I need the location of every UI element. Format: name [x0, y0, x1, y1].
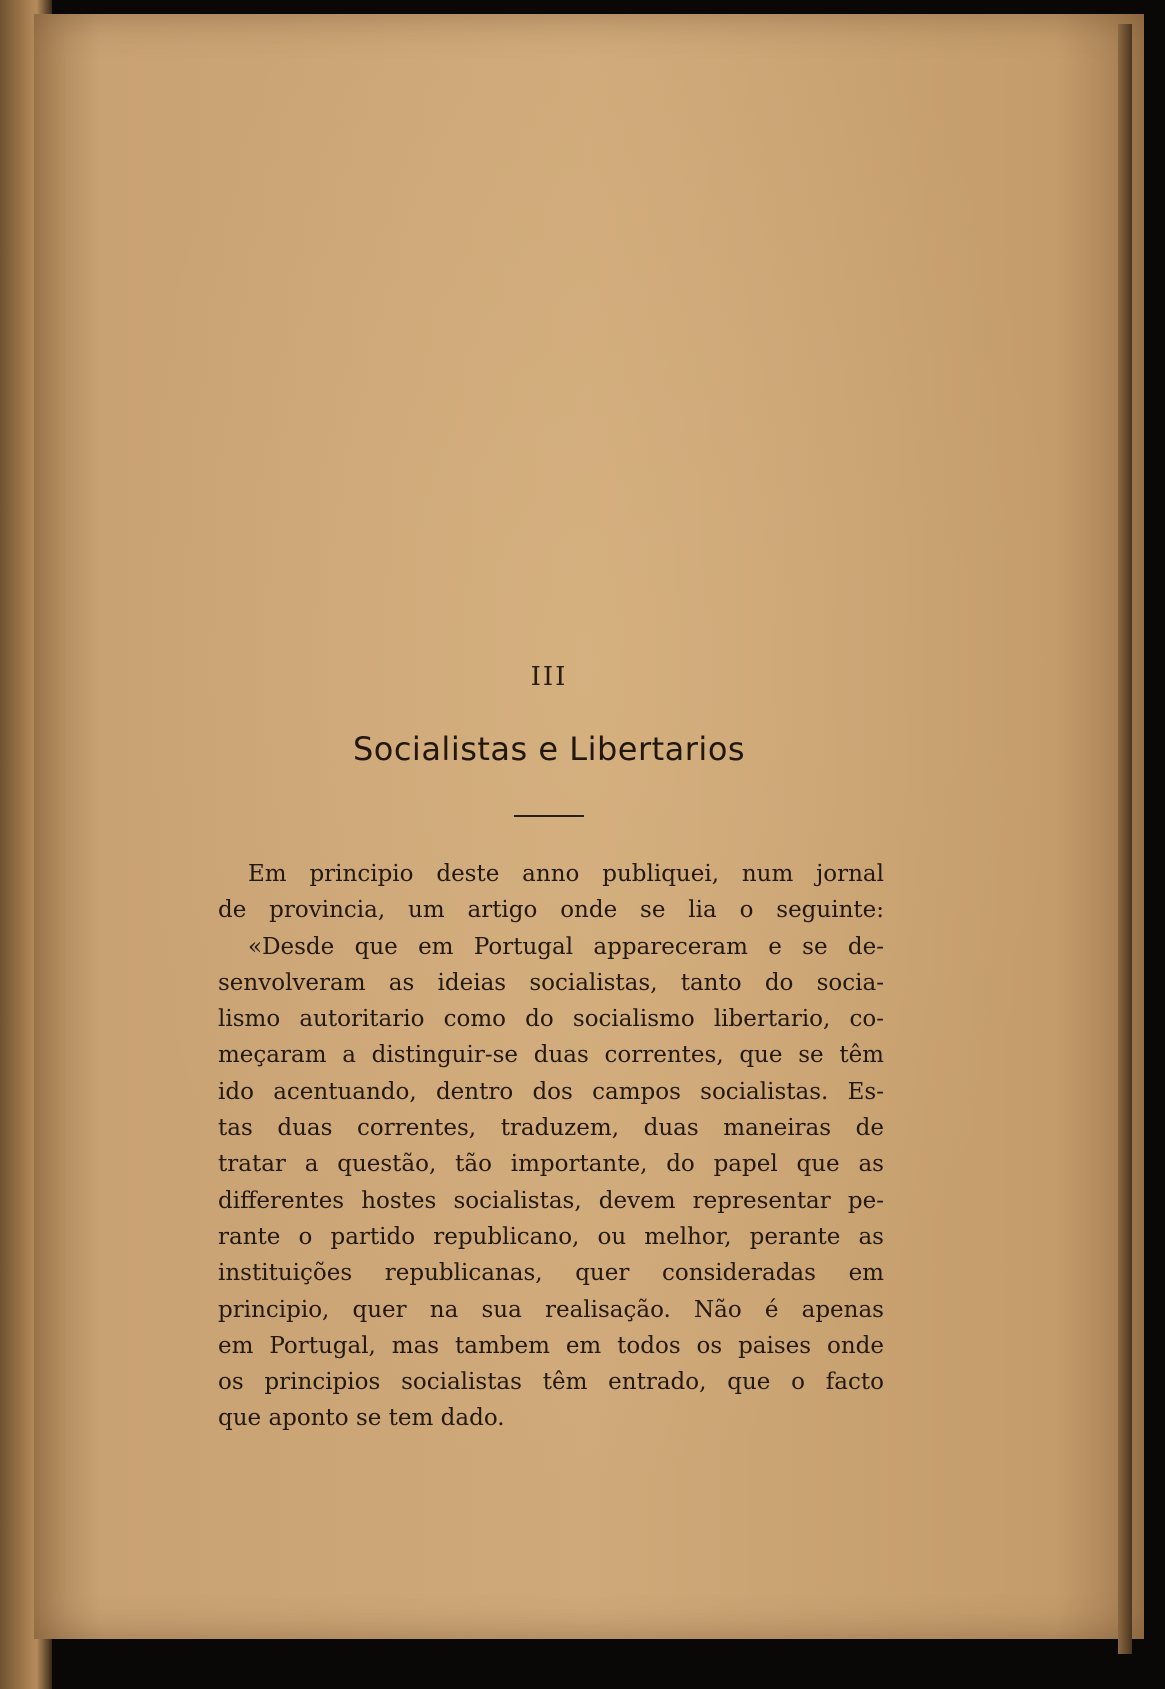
text-line: tas duas correntes, traduzem, duas maneiras de [218, 1115, 884, 1142]
text-line: principio, quer na sua realisação. Não é apenas [218, 1296, 884, 1323]
text-line: lismo autoritario como do socialismo libertario, co- [218, 1006, 884, 1033]
page-right-edge [1118, 24, 1132, 1654]
text-line: de provincia, um artigo onde se lia o seguinte: [218, 897, 884, 924]
text-line: senvolveram as ideias socialistas, tanto do socia- [218, 969, 884, 996]
text-line: em Portugal, mas tambem em todos os paises onde [218, 1332, 884, 1359]
text-line: os principios socialistas têm entrado, que o facto [218, 1369, 884, 1396]
text-line: differentes hostes socialistas, devem representar pe- [218, 1187, 884, 1214]
text-line: meçaram a distinguir-se duas correntes, que se têm [218, 1042, 884, 1069]
text-line: instituições republicanas, quer consideradas em [218, 1260, 884, 1287]
text-line: «Desde que em Portugal appareceram e se de- [248, 933, 884, 960]
text-line: que aponto se tem dado. [218, 1405, 505, 1432]
text-line: Em principio deste anno publiquei, num jornal [248, 861, 884, 887]
chapter-title: Socialistas e Libertarios [352, 730, 746, 768]
book-page [34, 14, 1144, 1639]
text-line: tratar a questão, tão importante, do papel que as [218, 1151, 884, 1178]
text-line: ido acentuando, dentro dos campos socialistas. Es- [218, 1078, 884, 1105]
chapter-number: III [530, 662, 568, 692]
body-paragraph [218, 856, 884, 1437]
text-line: rante o partido republicano, ou melhor, perante as [218, 1223, 884, 1250]
title-separator-rule [514, 815, 584, 817]
